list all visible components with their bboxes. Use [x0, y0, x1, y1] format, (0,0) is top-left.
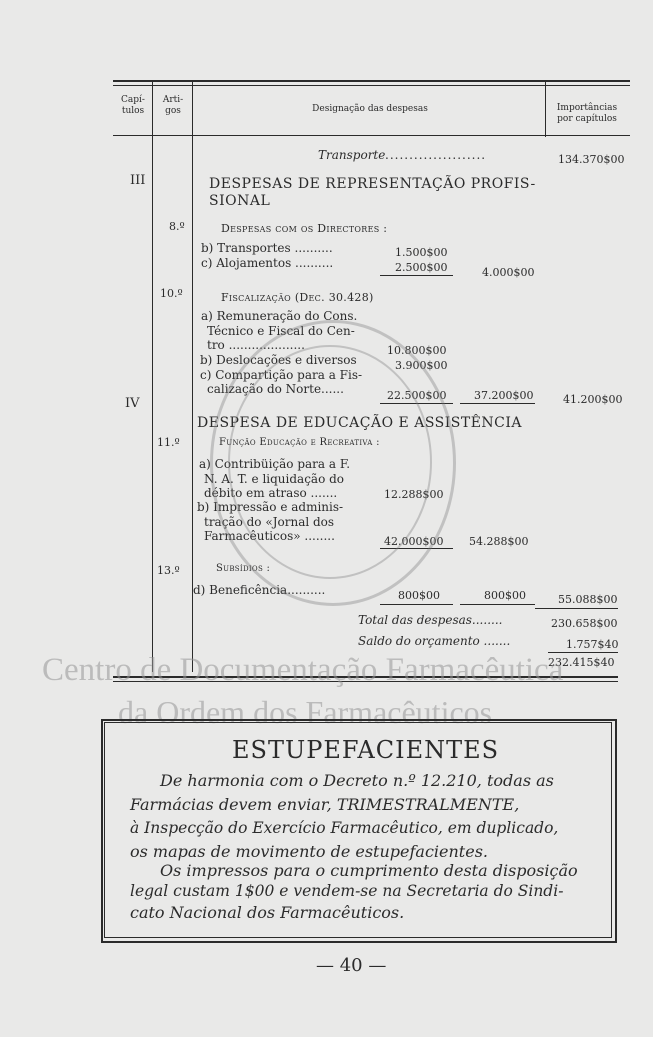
fisc-c-line2: calização do Norte...... [207, 382, 344, 396]
section-fisc-sub: Fiscalização (Dec. 30.428) [221, 291, 374, 304]
col-divider-1 [152, 82, 153, 672]
total-expenses-amount: 230.658$00 [551, 617, 618, 630]
notice-line-4: os mapas de movimento de estupefacientes. [130, 842, 488, 861]
header-chapters: Capí- tulos [121, 95, 145, 116]
edu-d-label: d) Beneficência.......... [193, 583, 326, 597]
fisc-a-line1: a) Remuneração do Cons. [201, 309, 358, 323]
transport-label: Transporte [318, 148, 386, 162]
article-11: 11.º [157, 436, 180, 449]
budget-balance-amount: 1.757$40 [566, 638, 619, 651]
edu-a-amount: 12.288$00 [384, 488, 444, 501]
notice-line-3: à Inspecção do Exercício Farmacêutico, em duplicado, [130, 819, 559, 837]
header-articles: Arti- gos [162, 95, 184, 116]
edu-d-total-rule [460, 604, 535, 605]
total-expenses-label: Total das despesas........ [358, 613, 503, 627]
fisc-a-line3: tro .................... [207, 338, 305, 352]
fisc-b-label: b) Deslocações e diversos [200, 353, 357, 367]
fisc-a-line2: Técnico e Fiscal do Cen- [207, 324, 355, 338]
edu-b-line1: b) Impressão e adminis- [197, 500, 344, 514]
repr-b-label: b) Transportes .......... [201, 241, 333, 255]
notice-line-7: cato Nacional dos Farmacêuticos. [130, 903, 405, 922]
chapter-edu-total: 55.088$00 [558, 593, 618, 606]
header-description: Designação das despesas [312, 104, 428, 114]
fisc-c-amount: 22.500$00 [387, 389, 447, 402]
col-divider-3 [545, 82, 546, 137]
repr-sum-rule [380, 275, 453, 276]
chapter-iv-total: 41.200$00 [563, 393, 623, 406]
article-13: 13.º [157, 564, 180, 577]
table-top-rule [113, 80, 630, 82]
section-repr-title-1: DESPESAS DE REPRESENTAÇÃO PROFIS- [209, 176, 536, 192]
fisc-c-line1: c) Compartição para a Fis- [200, 368, 363, 382]
chapter-iii: III [130, 173, 146, 188]
fisc-b-amount: 3.900$00 [395, 359, 448, 372]
edu-total: 54.288$00 [469, 535, 529, 548]
grand-total: 232.415$40 [548, 656, 615, 669]
edu-d-total: 800$00 [484, 589, 526, 602]
notice-line-6: legal custam 1$00 e vendem-se na Secretaria do Sindi- [130, 882, 564, 900]
chapter-iv: IV [125, 396, 140, 411]
edu-b-line2: tração do «Jornal dos [204, 515, 335, 529]
repr-c-amount: 2.500$00 [395, 261, 448, 274]
table-top-rule-thin [113, 85, 630, 86]
section-edu-title: DESPESA DE EDUCAÇÃO E ASSISTÊNCIA [197, 415, 523, 431]
edu-d-rule [380, 604, 453, 605]
edu-a-line3: débito em atraso ....... [204, 486, 338, 500]
section-subsidies-sub: Subsídios : [216, 563, 271, 574]
article-10: 10.º [160, 287, 183, 300]
repr-b-amount: 1.500$00 [395, 246, 448, 259]
edu-b-line3: Farmacêuticos» ........ [204, 529, 335, 543]
header-bottom-rule [113, 135, 630, 136]
edu-d-amount: 800$00 [398, 589, 440, 602]
watermark-line-2: da Ordem dos Farmacêuticos [118, 694, 493, 730]
fisc-a-amount: 10.800$00 [387, 344, 447, 357]
transport-amount: 134.370$00 [558, 153, 625, 166]
section-edu-sub: Função Educação e Recreativa : [219, 437, 380, 448]
budget-balance-label: Saldo do orçamento ....... [358, 634, 511, 648]
section-repr-sub: Despesas com os Directores : [221, 222, 388, 235]
fisc-total: 37.200$00 [474, 389, 534, 402]
notice-line-1: De harmonia com o Decreto n.º 12.210, todas as [160, 771, 554, 790]
edu-a-line2: N. A. T. e liquidação do [204, 472, 345, 486]
header-amounts: Importâncias por capítulos [556, 103, 618, 124]
article-8: 8.º [169, 220, 185, 233]
repr-c-label: c) Alojamentos .......... [201, 256, 334, 270]
watermark-line-1: Centro de Documentação Farmacêutica [42, 652, 564, 688]
chapter-totals-rule [535, 608, 618, 609]
fisc-total-rule [460, 403, 535, 404]
page-number: — 40 — [316, 955, 387, 976]
edu-b-amount: 42.000$00 [384, 535, 444, 548]
seal-stamp-inner [228, 345, 432, 579]
section-repr-title-2: SIONAL [209, 193, 271, 209]
repr-total: 4.000$00 [482, 266, 535, 279]
edu-a-line1: a) Contribüição para a F. [199, 457, 351, 471]
notice-line-5: Os impressos para o cumprimento desta disposição [160, 861, 578, 880]
notice-title: ESTUPEFACIENTES [232, 736, 500, 764]
notice-line-2: Farmácias devem enviar, TRIMESTRALMENTE, [130, 795, 520, 814]
transport-dots: ..................... [385, 148, 487, 162]
